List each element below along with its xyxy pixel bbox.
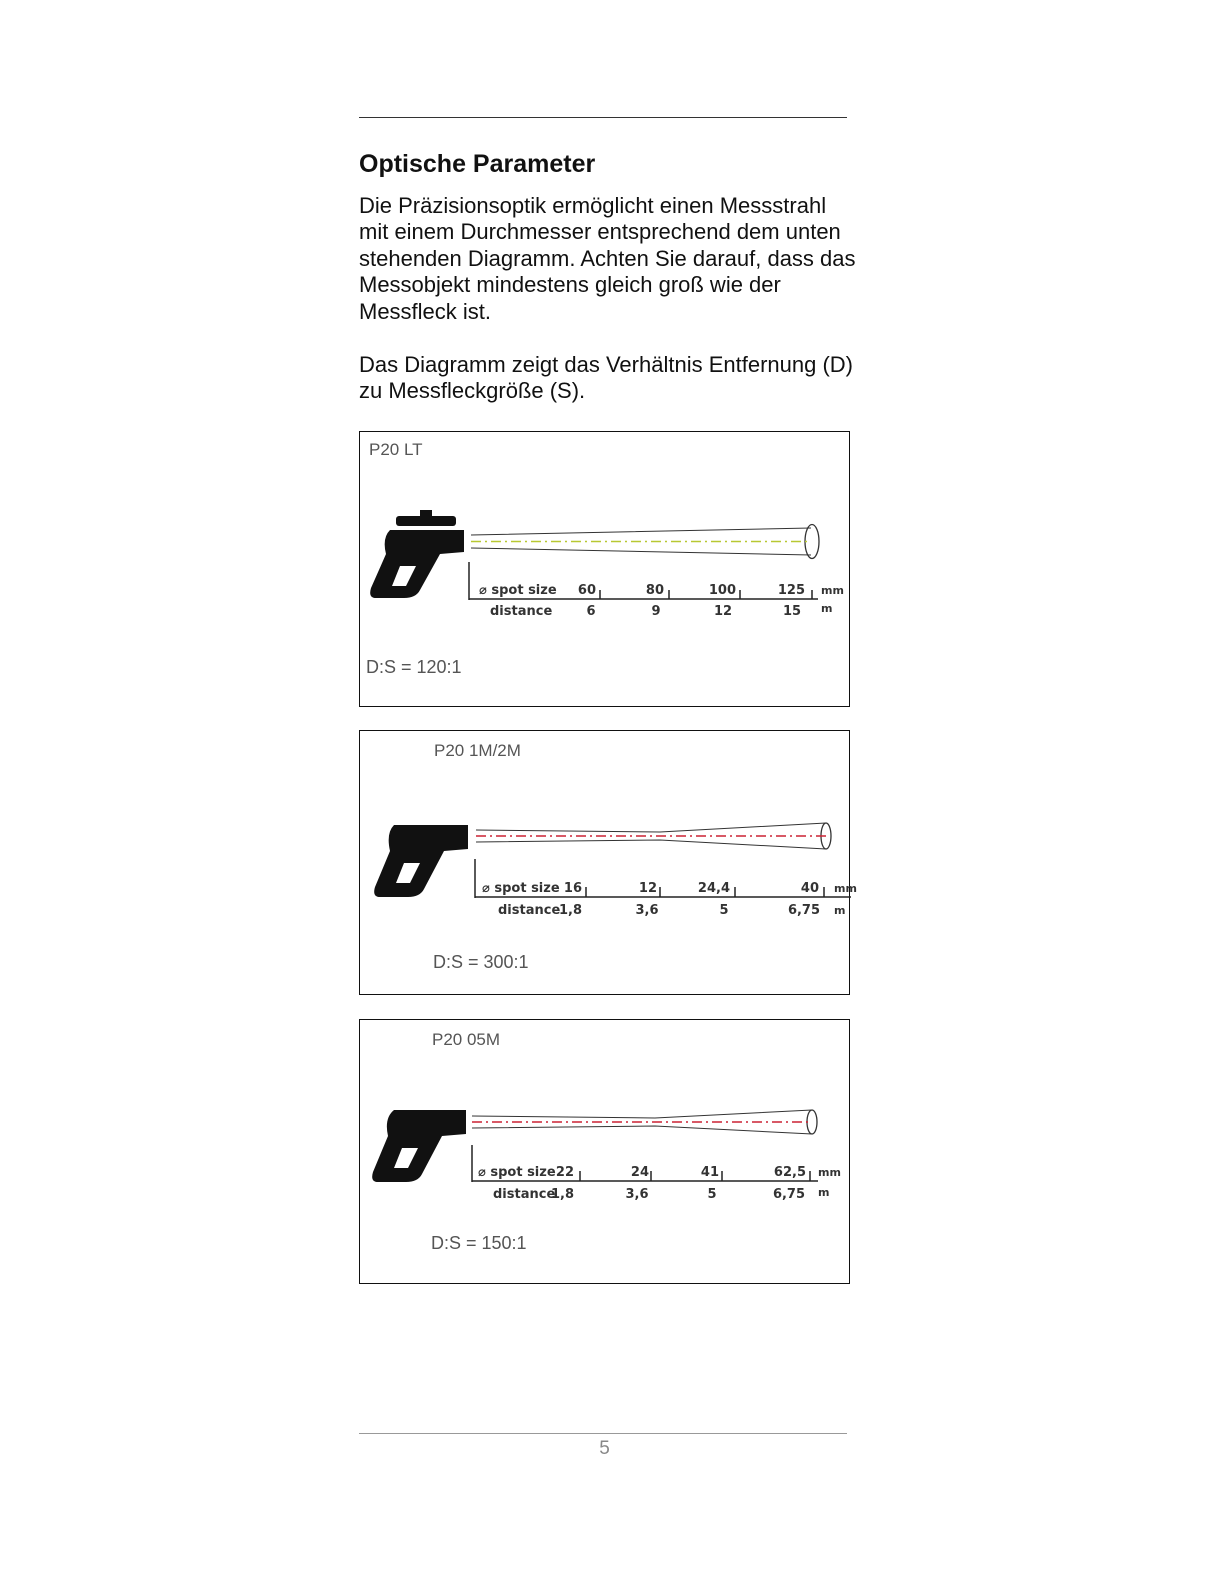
distance-value: 15 (782, 604, 802, 619)
section-heading: Optische Parameter (359, 150, 596, 178)
page-number: 5 (599, 1438, 610, 1459)
thermometer-gun-icon (370, 510, 464, 598)
spot-value: 100 (708, 583, 736, 598)
distance-value: 3,6 (635, 903, 659, 918)
distance-value: 5 (707, 1187, 717, 1202)
spot-value: 16 (563, 881, 582, 896)
ratio-paragraph: Das Diagramm zeigt das Verhältnis Entfernung (D) zu Messfleckgröße (S). (359, 352, 853, 404)
model-label: P20 LT (369, 440, 423, 459)
spot-size-label: ⌀ spot size (478, 1165, 556, 1180)
spot-value: 60 (577, 583, 596, 598)
distance-value: 12 (713, 604, 733, 619)
ratio-label: D:S = 150:1 (431, 1233, 527, 1253)
diagram-p20-lt (359, 431, 850, 707)
diagram-p20-05m (359, 1019, 850, 1284)
spot-size-label: ⌀ spot size (482, 881, 560, 896)
distance-value: 9 (651, 604, 661, 619)
distance-value: 1,8 (550, 1187, 574, 1202)
thermometer-gun-icon (374, 825, 468, 897)
spot-unit: mm (821, 584, 844, 597)
spot-value: 62,5 (773, 1165, 806, 1180)
spot-unit: mm (818, 1166, 841, 1179)
footer-rule (359, 1433, 847, 1434)
beam-spot (805, 525, 819, 559)
spot-value: 41 (700, 1165, 719, 1180)
spot-value: 24,4 (697, 881, 730, 896)
intro-paragraph: Die Präzisionsoptik ermöglicht einen Messstrahl mit einem Durchmesser entsprechend dem unten stehenden Diagramm. Achten Sie darauf, dass das Messobjekt mindestens gleich groß wie der Messfleck ist. (359, 193, 856, 324)
ratio-label: D:S = 120:1 (366, 657, 462, 677)
diagram-p20-1m-2m (359, 730, 857, 995)
distance-unit: m (821, 602, 833, 615)
distance-label: distance (493, 1187, 556, 1202)
ratio-label: D:S = 300:1 (433, 952, 529, 972)
distance-label: distance (490, 604, 553, 619)
distance-value: 3,6 (625, 1187, 649, 1202)
distance-value: 1,8 (558, 903, 582, 918)
spot-value: 40 (800, 881, 819, 896)
spot-value: 24 (630, 1165, 649, 1180)
distance-unit: m (834, 904, 846, 917)
distance-value: 6,75 (772, 1187, 806, 1202)
spot-value: 125 (777, 583, 805, 598)
spot-value: 80 (645, 583, 664, 598)
model-label: P20 05M (432, 1030, 501, 1049)
distance-value: 6 (586, 604, 596, 619)
header-rule (359, 117, 847, 118)
distance-unit: m (818, 1186, 830, 1199)
spot-size-label: ⌀ spot size (479, 583, 557, 598)
distance-value: 5 (719, 903, 729, 918)
spot-unit: mm (834, 882, 857, 895)
spot-value: 22 (555, 1165, 574, 1180)
distance-label: distance (498, 903, 561, 918)
thermometer-gun-icon (372, 1110, 466, 1182)
model-label: P20 1M/2M (434, 741, 521, 760)
spot-value: 12 (638, 881, 657, 896)
distance-value: 6,75 (787, 903, 821, 918)
